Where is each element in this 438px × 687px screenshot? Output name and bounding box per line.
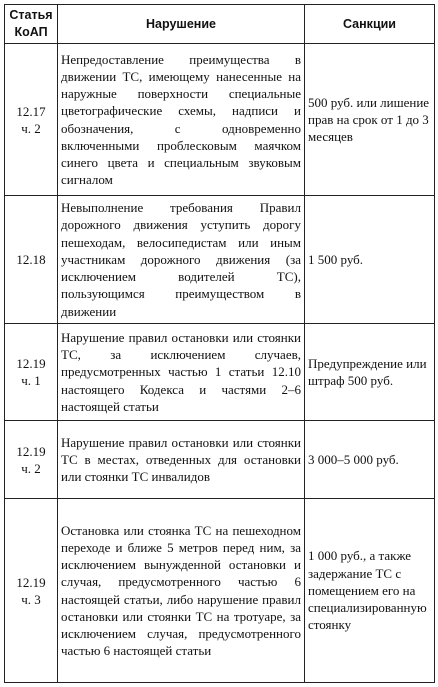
violation-cell: Нарушение правил остановки или стоянки ТС в местах, отведенных для остановки или стоянки ТС инвалидов: [58, 421, 305, 499]
sanction-cell: 1 500 руб.: [305, 196, 435, 324]
sanction-cell: 1 000 руб., а также задержание ТС с помещением его на специализированную стоянку: [305, 499, 435, 683]
table-row: [5, 421, 435, 499]
table-row: [5, 499, 435, 683]
table-row: [5, 196, 435, 324]
article-cell: 12.19 ч. 3: [5, 499, 58, 683]
article-cell: 12.18: [5, 196, 58, 324]
table-header-row: [5, 5, 435, 44]
violation-cell: Нарушение правил остановки или стоянки ТС, за исключением случаев, предусмотренных частью 1 статьи 12.10 настоящего Кодекса и частями 2–6 настоящей статьи: [58, 324, 305, 421]
header-sanction-text: Санкции: [343, 16, 396, 31]
header-article-text: Статья КоАП: [9, 8, 53, 39]
article-cell: 12.19 ч. 1: [5, 324, 58, 421]
article-cell: 12.19 ч. 2: [5, 421, 58, 499]
violations-table: [4, 4, 435, 683]
violation-cell: Невыполнение требования Правил дорожного движения уступить дорогу пешеходам, велосипедистам или иным участникам дорожного движения (за исключением водителей ТС), пользующимся преимуществом в движении: [58, 196, 305, 324]
sanction-cell: Предупреждение или штраф 500 руб.: [305, 324, 435, 421]
sanction-cell: 3 000–5 000 руб.: [305, 421, 435, 499]
header-violation: [58, 5, 305, 44]
article-cell: 12.17 ч. 2: [5, 44, 58, 196]
header-sanction: [305, 5, 435, 44]
header-article: [5, 5, 58, 44]
sanction-cell: 500 руб. или лишение прав на срок от 1 до 3 месяцев: [305, 44, 435, 196]
header-violation-text: Нарушение: [146, 16, 216, 31]
table-row: [5, 324, 435, 421]
table-row: [5, 44, 435, 196]
violation-cell: Непредоставление преимущества в движении ТС, имеющему нанесенные на наружные поверхности специальные цветографические схемы, надписи и обозначения, с одновременно включенными проблесковым маячком синего цвета и специальным звуковым сигналом: [58, 44, 305, 196]
violation-cell: Остановка или стоянка ТС на пешеходном переходе и ближе 5 метров перед ним, за исключением вынужденной остановки и случая, предусмотренного частью 6 настоящей статьи, либо нарушение правил остановки или стоянки ТС на тротуаре, за исключением случая, предусмотренного частью 6 настоящей статьи: [58, 499, 305, 683]
